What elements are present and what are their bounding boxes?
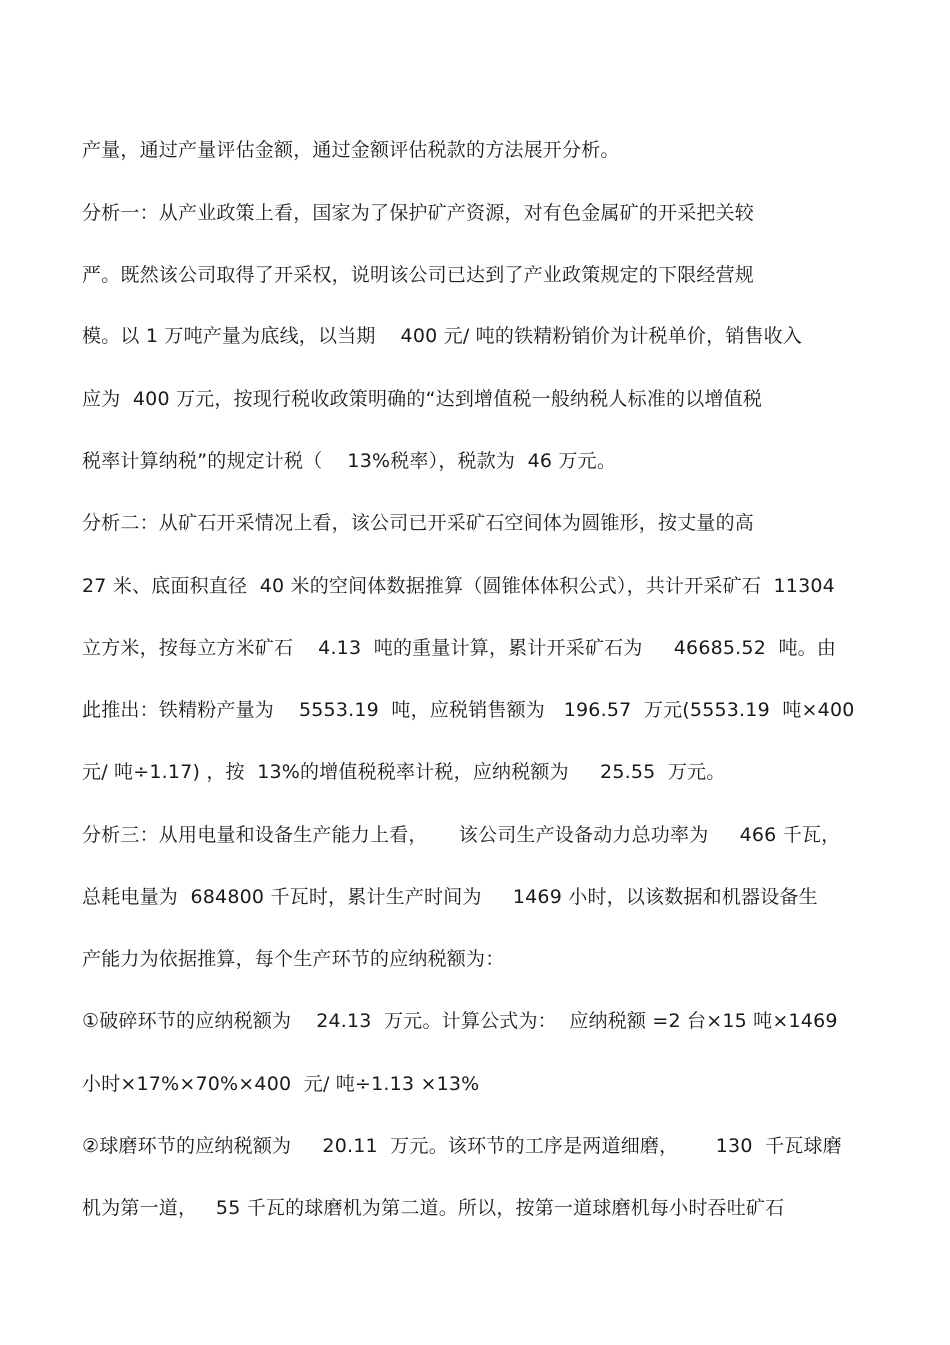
text-line: 产量，通过产量评估金额，通过金额评估税款的方法展开分析。 [82,139,620,161]
text-line: 分析二：从矿石开采情况上看，该公司已开采矿石空间体为圆锥形，按丈量的高 [82,512,755,534]
text-line: 总耗电量为 684800 千瓦时，累计生产时间为 1469 小时，以该数据和机器设备生 [82,886,818,908]
text-line: ②球磨环节的应纳税额为 20.11 万元。该环节的工序是两道细磨， 130 千瓦球磨 [82,1135,842,1157]
text-line: ①破碎环节的应纳税额为 24.13 万元。计算公式为： 应纳税额 =2 台×15 吨×1469 [82,1010,838,1032]
text-line: 严。既然该公司取得了开采权，说明该公司已达到了产业政策规定的下限经营规 [82,264,755,286]
text-line: 分析三：从用电量和设备生产能力上看， 该公司生产设备动力总功率为 466 千瓦， [82,824,841,846]
text-line: 27 米、底面积直径 40 米的空间体数据推算（圆锥体体积公式），共计开采矿石 11304 [82,575,835,597]
text-line: 分析一：从产业政策上看，国家为了保护矿产资源，对有色金属矿的开采把关较 [82,202,755,224]
text-line: 产能力为依据推算，每个生产环节的应纳税额为： [82,948,505,970]
text-line: 元/ 吨÷1.17) ，按 13%的增值税税率计税，应纳税额为 25.55 万元。 [82,761,726,783]
text-line: 机为第一道， 55 千瓦的球磨机为第二道。所以，按第一道球磨机每小时吞吐矿石 [82,1197,785,1219]
text-line: 小时×17%×70%×400 元/ 吨÷1.13 ×13% [82,1073,480,1095]
text-line: 应为 400 万元，按现行税收政策明确的“达到增值税一般纳税人标准的以增值税 [82,388,763,410]
text-line: 立方米，按每立方米矿石 4.13 吨的重量计算，累计开采矿石为 46685.52 吨。由 [82,637,837,659]
text-line: 税率计算纳税”的规定计税（ 13%税率），税款为 46 万元。 [82,450,617,472]
text-line: 此推出：铁精粉产量为 5553.19 吨，应税销售额为 196.57 万元(5553.19 吨×400 [82,699,855,721]
text-line: 模。以 1 万吨产量为底线，以当期 400 元/ 吨的铁精粉销价为计税单价，销售收入 [82,325,803,347]
